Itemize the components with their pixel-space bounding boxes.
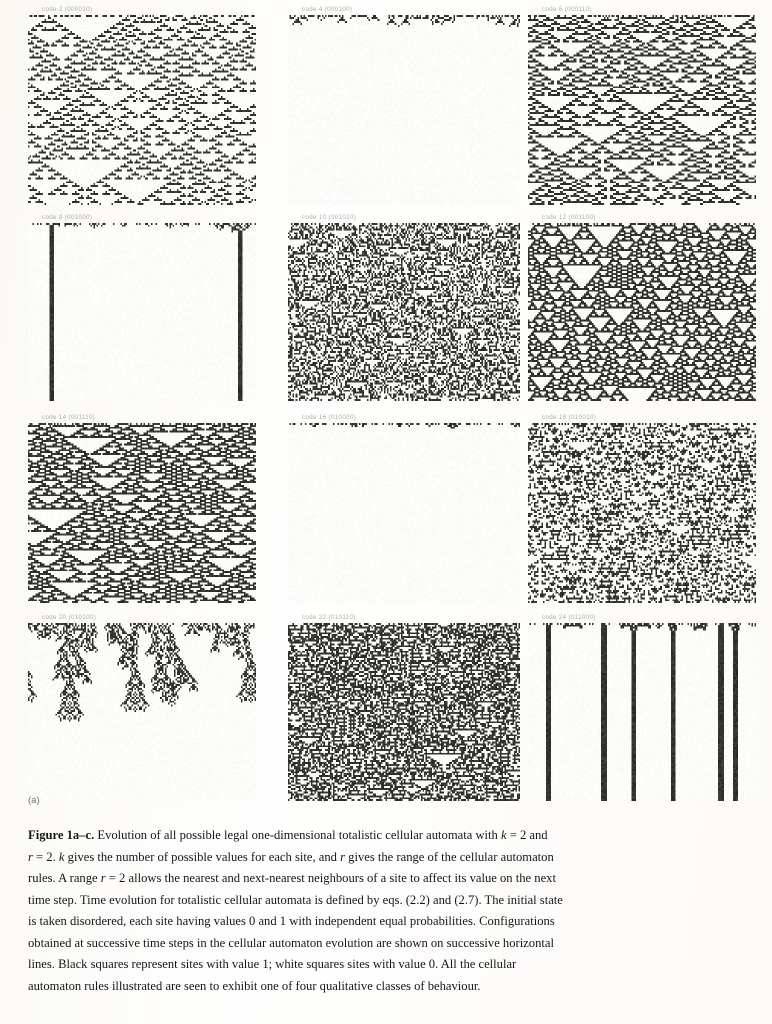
ca-panel-code-22 <box>288 614 520 801</box>
ca-panel-label: code 12 (001100) <box>542 214 596 221</box>
ca-evolution-canvas <box>28 15 256 205</box>
ca-evolution-canvas <box>288 15 520 205</box>
ca-panel-label: code 18 (010010) <box>542 414 597 421</box>
ca-panel-label: code 16 (010000) <box>302 414 357 421</box>
ca-panel-label: code 20 (010100) <box>42 614 97 621</box>
ca-panel-label: code 14 (001110) <box>42 414 96 421</box>
ca-panel-code-24 <box>528 614 756 801</box>
ca-panel-code-8 <box>28 214 256 401</box>
ca-panel-label: code 10 (001010) <box>302 214 357 221</box>
ca-panel-code-6 <box>528 6 756 205</box>
ca-panel-code-2 <box>28 6 256 205</box>
ca-panel-code-18 <box>528 414 756 603</box>
caption-line: time step. Time evolution for totalistic cellular automata is defined by eqs. (2.2) and (2.7). The initial state <box>28 892 563 907</box>
ca-panel-code-4 <box>288 6 520 205</box>
ca-evolution-canvas <box>288 623 520 801</box>
ca-evolution-canvas <box>528 15 756 205</box>
ca-evolution-canvas <box>528 423 756 603</box>
ca-panel-label: code 2 (000010) <box>42 6 93 13</box>
caption-line: Figure 1a–c. Evolution of all possible legal one-dimensional totalistic cellular automata with k = 2 and <box>28 828 548 842</box>
caption-line: automaton rules illustrated are seen to exhibit one of four qualitative classes of behaviour. <box>28 978 481 993</box>
caption-line: obtained at successive time steps in the cellular automaton evolution are shown on successive horizontal <box>28 935 554 950</box>
ca-evolution-canvas <box>528 623 756 801</box>
ca-panel-code-10 <box>288 214 520 401</box>
ca-evolution-canvas <box>288 423 520 603</box>
ca-evolution-canvas <box>28 223 256 401</box>
ca-panel-code-14 <box>28 414 256 603</box>
figure-part-label: (a) <box>28 795 40 806</box>
ca-panel-label: code 24 (011000) <box>542 614 596 621</box>
caption-line: r = 2. k gives the number of possible values for each site, and r gives the range of the cellular automaton <box>28 849 554 864</box>
ca-panel-label: code 22 (010110) <box>302 614 356 621</box>
ca-panel-label: code 4 (000100) <box>302 6 353 13</box>
caption-line: lines. Black squares represent sites with value 1; white squares sites with value 0. All the cellular <box>28 957 517 971</box>
ca-evolution-canvas <box>28 623 256 801</box>
ca-panel-code-20 <box>28 614 256 801</box>
figure-number: Figure 1a–c. <box>28 828 98 842</box>
ca-evolution-canvas <box>28 423 256 603</box>
ca-panel-code-12 <box>528 214 756 401</box>
ca-evolution-canvas <box>528 223 756 401</box>
ca-evolution-canvas <box>288 223 520 401</box>
ca-panel-label: code 8 (001000) <box>42 214 93 221</box>
figure-caption <box>28 825 746 997</box>
ca-panel-code-16 <box>288 414 520 603</box>
caption-line: rules. A range r = 2 allows the nearest and next-nearest neighbours of a site to affect its value on the next <box>28 871 556 885</box>
ca-panel-label: code 6 (000110) <box>542 6 592 13</box>
caption-line: is taken disordered, each site having values 0 and 1 with independent equal probabilities. Configurations <box>28 914 555 928</box>
